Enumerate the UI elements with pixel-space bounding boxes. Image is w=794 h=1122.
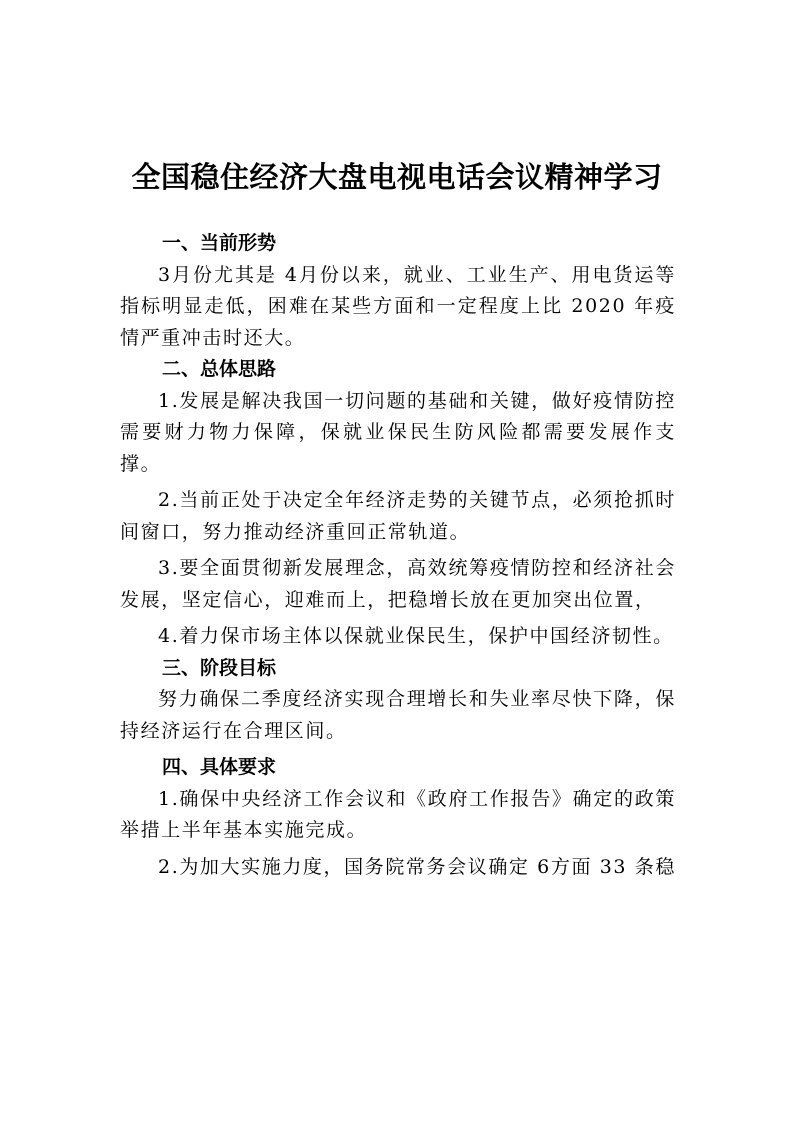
document-title: 全国稳住经济大盘电视电话会议精神学习 <box>131 160 663 194</box>
paragraph: 4.着力保市场主体以保就业保民生，保护中国经济韧性。 <box>158 625 674 647</box>
section-heading-requirements: 四、具体要求 <box>162 756 277 778</box>
paragraph: 1.确保中央经济工作会议和《政府工作报告》确定的政策举措上半年基本实施完成。 <box>120 787 676 841</box>
section-heading-goals: 三、阶段目标 <box>162 656 277 679</box>
paragraph: 3月份尤其是 4月份以来，就业、工业生产、用电货运等指标明显走低，困难在某些方面和一定程度上比 2020 年疫情严重冲击时还大。 <box>120 263 676 349</box>
section-heading-situation: 一、当前形势 <box>162 232 277 254</box>
paragraph: 1.发展是解决我国一切问题的基础和关键，做好疫情防控需要财力物力保障，保就业保民生防风险都需要发展作支撑。 <box>120 389 676 475</box>
section-heading-approach: 二、总体思路 <box>162 358 277 380</box>
document-body <box>120 228 676 883</box>
paragraph: 3.要全面贯彻新发展理念，高效统筹疫情防控和经济社会发展，坚定信心，迎难而上，把稳增长放在更加突出位置， <box>120 557 676 611</box>
paragraph: 2.为加大实施力度，国务院常务会议确定 6方面 33 条稳 <box>158 855 676 878</box>
paragraph: 2.当前正处于决定全年经济走势的关键节点，必须抢抓时间窗口，努力推动经济重回正常轨道。 <box>120 489 676 543</box>
paragraph: 努力确保二季度经济实现合理增长和失业率尽快下降，保持经济运行在合理区间。 <box>120 688 676 742</box>
